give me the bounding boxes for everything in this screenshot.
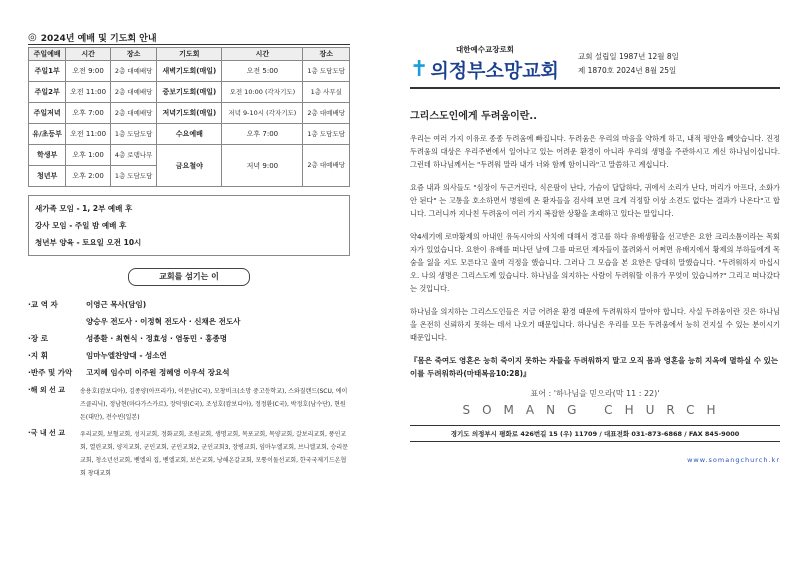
prayer-time: 오전 5:00 bbox=[222, 61, 303, 82]
mission-support bbox=[28, 385, 350, 480]
staff-label: ·지 휘 bbox=[28, 351, 48, 360]
table-row bbox=[29, 145, 350, 166]
support-label: ·해 외 선 교 bbox=[28, 386, 66, 394]
church-name: 의정부소망교회 bbox=[430, 60, 559, 82]
service-name: 주일2부 bbox=[29, 82, 66, 103]
service-name: 주일1부 bbox=[29, 61, 66, 82]
sermon-paragraph: 우리는 여러 가지 이유로 종종 두려움에 빠집니다. 두려움은 우리의 마음을 약하게 하고, 내적 평안을 빼앗습니다. 진정 두려움의 대상은 우리주변에서 일어나고 있는 어려운 환경이 아니라 우리의 생명을 주관하시고 계신 하나님이십니다. 그런데 하나님께서는 "두려워 말라 내가 너와 함께 함이니라"고 말씀하고 계십니다. bbox=[410, 134, 780, 169]
prayer-name: 금요철야 bbox=[157, 145, 222, 187]
prayer-name: 수요예배 bbox=[157, 124, 222, 145]
prayer-time: 오후 7:00 bbox=[222, 124, 303, 145]
service-name: 주일저녁 bbox=[29, 103, 66, 124]
staff-list bbox=[28, 296, 350, 381]
staff-row bbox=[28, 364, 350, 381]
left-page bbox=[28, 30, 350, 480]
church-address: 경기도 의정부시 평화로 426번길 15 (우) 11709 / 대표전화 031-873-6868 / FAX 845-9000 bbox=[410, 425, 780, 442]
website-link[interactable]: www.somangchurch.kr bbox=[687, 456, 780, 464]
prayer-place: 1층 도담도담 bbox=[303, 124, 350, 145]
service-time: 오후 7:00 bbox=[66, 103, 111, 124]
service-name: 학생부 bbox=[29, 145, 66, 166]
staff-value: 성종환 · 최현식 · 정효성 · 염동민 · 홍종명 bbox=[86, 334, 227, 343]
staff-title: 교회를 섬기는 이 bbox=[128, 268, 250, 286]
sermon-paragraph: 요즘 내과 의사들도 "심장이 두근거린다, 식은땀이 난다, 가슴이 답답하다, 귀에서 소리가 난다, 머리가 아프다, 소화가 안 된다" 는 고통을 호소하면서 병원에 온 환자들을 검사해 보면 크게 걱정할 이상 소견도 없다는 결과가 나온다"고 합니다. 그러니까 지나친 두려움이 여러 가지 복잡한 상황을 초래하고 있다는 말입니다. bbox=[410, 183, 780, 218]
prayer-place: 2층 대예배당 bbox=[303, 103, 350, 124]
staff-value: 양승우 전도사 · 이정혁 전도사 · 신채은 전도사 bbox=[86, 317, 241, 326]
schedule-title: ◎ 2024년 예배 및 기도회 안내 bbox=[28, 30, 350, 45]
notice-box bbox=[28, 195, 350, 256]
issue-number: 제 1870호 2024년 8월 25일 bbox=[578, 66, 677, 75]
sermon-paragraph: 하나님을 의지하는 그리스도인들은 지금 어려운 환경 때문에 두려워하지 말아야 합니다. 사실 두려움이란 것은 하나님을 온전히 신뢰하지 못하는 데서 나오기 때문입니다. 하나님은 우리를 모든 두려움에서 능히 건지실 수 있는 분이시기 때문입니다. bbox=[410, 307, 780, 342]
header-cell: 시간 bbox=[222, 48, 303, 61]
church-name-wrap bbox=[410, 56, 560, 83]
right-page bbox=[410, 44, 780, 464]
prayer-place: 1층 도담도담 bbox=[303, 61, 350, 82]
table-row bbox=[29, 61, 350, 82]
prayer-time: 저녁 9-10시 (각자기도) bbox=[222, 103, 303, 124]
service-time: 오후 1:00 bbox=[66, 145, 111, 166]
notice-item: 강사 모임 - 주일 밤 예배 후 bbox=[35, 221, 127, 230]
scripture-verse: 『몸은 죽여도 영혼은 능히 죽이지 못하는 자들을 두려워하지 말고 오직 몸과 영혼을 능히 지옥에 멸하실 수 있는 이를 두려워하라(마태복음10:28)』 bbox=[410, 356, 779, 378]
bullet-icon: ◎ bbox=[28, 31, 37, 43]
staff-value: 고지혜 임수미 이주원 정혜영 이우석 장요석 bbox=[86, 368, 230, 377]
staff-label: ·장 로 bbox=[28, 334, 48, 343]
notice-item: 새가족 모임 - 1, 2부 예배 후 bbox=[35, 204, 133, 213]
support-items: 송용호(캄보디아), 김종양(아프리카), 이문남(C국), 모창비크(소망 중고등학교), 스와질랜드(SCU, 에이즈클리닉), 정남현(마다가스카르), 장덕영(C국), 조성호(캄보디아), 정정환(C국), 박정호(남수단), 현원돈(대만), 전수빈(일본) bbox=[80, 388, 348, 421]
prayer-name: 저녁기도회(매일) bbox=[157, 103, 222, 124]
staff-value: 임마누엘찬양대 - 성소연 bbox=[86, 351, 167, 360]
support-row bbox=[28, 428, 350, 480]
header-cell: 주일예배 bbox=[29, 48, 66, 61]
service-time: 오전 11:00 bbox=[66, 82, 111, 103]
staff-label: ·반주 및 가악 bbox=[28, 368, 73, 377]
staff-row bbox=[28, 330, 350, 347]
service-place: 4층 로뎀나무 bbox=[110, 145, 156, 166]
prayer-time: 오전 10:00 (각자기도) bbox=[222, 82, 303, 103]
service-place: 1층 도담도담 bbox=[110, 166, 156, 187]
divider bbox=[410, 87, 780, 89]
header-cell: 장소 bbox=[110, 48, 156, 61]
header-cell: 장소 bbox=[303, 48, 350, 61]
prayer-name: 중보기도회(매일) bbox=[157, 82, 222, 103]
table-row bbox=[29, 124, 350, 145]
header-cell: 시간 bbox=[66, 48, 111, 61]
prayer-name: 새벽기도회(매일) bbox=[157, 61, 222, 82]
service-name: 청년부 bbox=[29, 166, 66, 187]
staff-value: 이영근 목사(담임) bbox=[86, 300, 147, 309]
staff-label: ·교 역 자 bbox=[28, 300, 58, 309]
church-logo bbox=[410, 44, 560, 83]
church-name-english: SOMANG CHURCH bbox=[462, 403, 728, 417]
service-time: 오후 2:00 bbox=[66, 166, 111, 187]
header-cell: 기도회 bbox=[157, 48, 222, 61]
staff-row bbox=[28, 313, 350, 330]
founded-date: 교회 설립일 1987년 12월 8일 bbox=[578, 52, 679, 61]
bulletin-header bbox=[410, 44, 780, 83]
schedule-table bbox=[28, 47, 350, 187]
staff-row bbox=[28, 347, 350, 364]
table-row bbox=[29, 103, 350, 124]
denomination: 대한예수교장로회 bbox=[456, 45, 514, 54]
church-motto: 표어 : '하나님을 믿으라(막 11 : 22)' bbox=[530, 389, 660, 398]
prayer-time: 저녁 9:00 bbox=[222, 145, 303, 187]
service-time: 오전 11:00 bbox=[66, 124, 111, 145]
staff-row bbox=[28, 296, 350, 313]
service-place: 2층 대예배당 bbox=[110, 61, 156, 82]
service-place: 2층 대예배당 bbox=[110, 82, 156, 103]
bulletin-meta bbox=[578, 50, 679, 78]
sermon-paragraph: 약4세기에 로마황제의 아내인 유독시아의 사치에 대해서 경고를 하다 유배생활을 선고받은 요한 크리소톰이라는 목회자가 있었습니다. 요한이 유배를 떠나던 날에 그를 따르던 제자들이 몰려와서 어쩌면 유배지에서 황제의 부하들에게 목숨을 잃을 지도 모른다고 울며 걱정을 했습니다. 그러나 그 모습을 본 요한은 담대히 말했습니다. "두려워하지 마십시오. 나의 생명은 그리스도께 있습니다. 하나님을 의지하는 사람이 두려워할 이유가 무엇이 있습니까?" 그리고 떠나갔다는 것입니다. bbox=[410, 232, 780, 293]
notice-item: 청년부 양육 - 토요일 오전 10시 bbox=[35, 238, 142, 247]
support-label: ·국 내 선 교 bbox=[28, 429, 66, 437]
support-items: 우리교회, 보혈교회, 성지교회, 정화교회, 조원교회, 생명교회, 목포교회, 목양교회, 갈보리교회, 풍인교회, 열린교회, 양지교회, 군인교회, 군인교회2, 군인교회3, 장병교회, 임마누엘교회, 브니엘교회, 승리문교회, 청소년선교회, 벧엘의 집, 벧엘교회, 보은교회, 낭해온갈교회, 모퉁이돌선교회, 한국국제기드온협회 창대교회 bbox=[80, 431, 349, 477]
service-place: 2층 대예배당 bbox=[110, 103, 156, 124]
prayer-place: 2층 대예배당 bbox=[303, 145, 350, 187]
support-row bbox=[28, 385, 350, 424]
table-row bbox=[29, 82, 350, 103]
service-name: 유/초등부 bbox=[29, 124, 66, 145]
service-place: 1층 도담도담 bbox=[110, 124, 156, 145]
sermon-title: 그리스도인에게 두려움이란.. bbox=[410, 111, 537, 122]
prayer-place: 1층 사무실 bbox=[303, 82, 350, 103]
cross-icon: ✝ bbox=[410, 57, 429, 82]
service-time: 오전 9:00 bbox=[66, 61, 111, 82]
